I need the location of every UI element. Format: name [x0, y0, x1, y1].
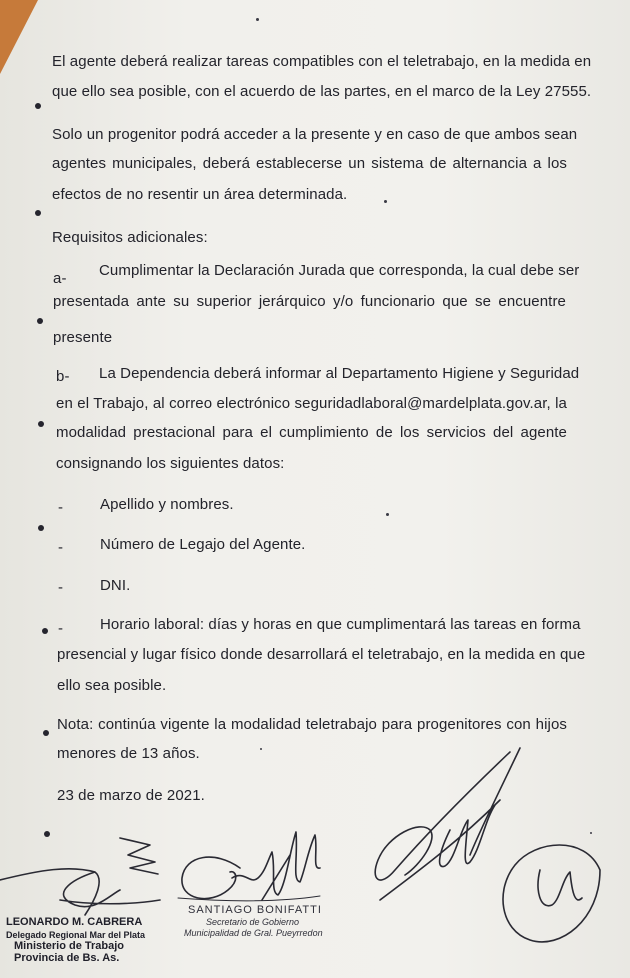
signature-middle	[182, 832, 320, 900]
item-b-marker: b-	[56, 368, 70, 385]
data-item-dash: -	[58, 539, 64, 556]
paragraph-2-line-2: agentes municipales, deberá establecerse un sistema de alternancia a los	[52, 155, 567, 172]
data-item-schedule-line-2: presencial y lugar físico donde desarrollará el teletrabajo, en la medida en que	[57, 646, 586, 663]
item-a-line-1: Cumplimentar la Declaración Jurada que corresponda, la cual debe ser	[99, 262, 580, 279]
item-b-line-4: consignando los siguientes datos:	[56, 455, 285, 472]
data-item-file-number: Número de Legajo del Agente.	[100, 536, 306, 553]
item-a-marker: a-	[53, 270, 67, 287]
paragraph-2-line-1: Solo un progenitor podrá acceder a la presente y en caso de que ambos sean	[52, 126, 578, 143]
document-date: 23 de marzo de 2021.	[57, 787, 205, 804]
item-b-line-3: modalidad prestacional para el cumplimiento de los servicios del agente	[56, 424, 567, 441]
item-b-line-1: La Dependencia deberá informar al Departamento Higiene y Seguridad	[99, 365, 580, 382]
item-b-line-2: en el Trabajo, al correo electrónico seguridadlaboral@mardelplata.gov.ar, la	[56, 395, 567, 412]
note-line-1: Nota: continúa vigente la modalidad teletrabajo para progenitores con hijos	[57, 716, 567, 733]
left-stamp-ministry: Ministerio de Trabajo	[14, 940, 125, 952]
data-item-surname: Apellido y nombres.	[100, 496, 234, 513]
requirements-heading: Requisitos adicionales:	[52, 229, 208, 246]
middle-stamp-municipality: Municipalidad de Gral. Pueyrredon	[184, 928, 323, 938]
data-item-dni: DNI.	[100, 577, 131, 594]
item-a-line-3: presente	[53, 329, 113, 346]
left-stamp-name: LEONARDO M. CABRERA	[6, 916, 143, 928]
left-stamp-province: Provincia de Bs. As.	[14, 952, 120, 964]
paragraph-2-line-3: efectos de no resentir un área determinada.	[52, 186, 348, 203]
data-item-dash: -	[58, 499, 64, 516]
data-item-dash: -	[58, 620, 64, 637]
signature-seal	[503, 845, 600, 942]
item-a-line-2: presentada ante su superior jerárquico y/o funcionario que se encuentre	[53, 293, 566, 310]
note-line-2: menores de 13 años.	[57, 745, 200, 762]
data-item-schedule-line-3: ello sea posible.	[57, 677, 167, 694]
middle-stamp-name: SANTIAGO BONIFATTI	[188, 904, 322, 916]
data-item-schedule-line-1: Horario laboral: días y horas en que cumplimentará las tareas en forma	[100, 616, 581, 633]
left-stamp-title: Delegado Regional Mar del Plata	[6, 930, 146, 940]
paragraph-1-line-1: El agente deberá realizar tareas compatibles con el teletrabajo, en la medida en	[52, 53, 592, 70]
data-item-dash: -	[58, 579, 64, 596]
signature-right	[375, 748, 520, 900]
paragraph-1-line-2: que ello sea posible, con el acuerdo de las partes, en el marco de la Ley 27555.	[52, 83, 592, 100]
signature-left	[0, 838, 160, 915]
middle-stamp-title: Secretario de Gobierno	[206, 917, 300, 927]
